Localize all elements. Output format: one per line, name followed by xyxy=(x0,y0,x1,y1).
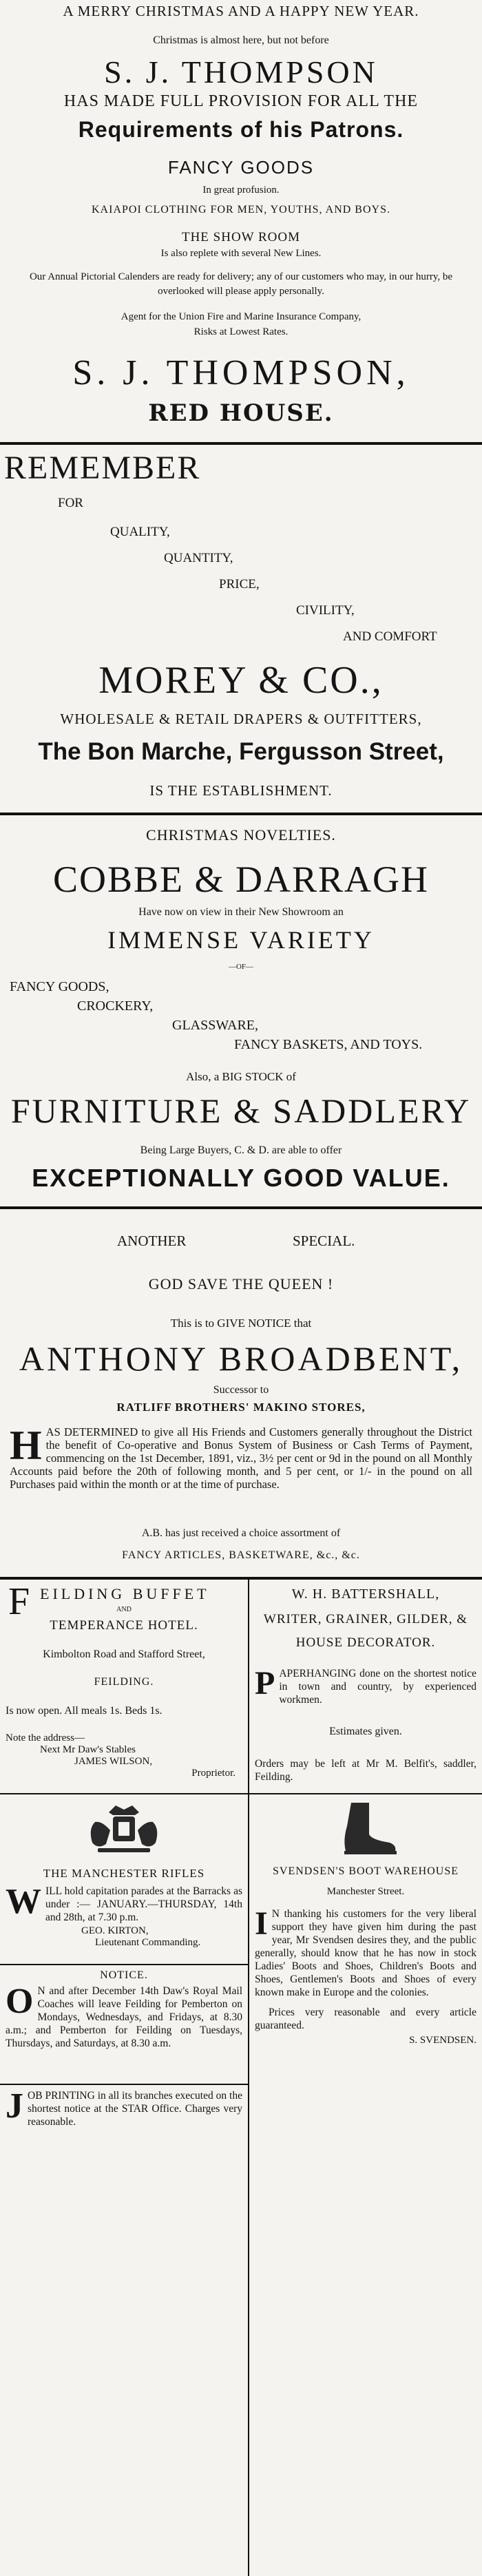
morey-civility: CIVILITY, xyxy=(296,603,355,618)
divider-rule xyxy=(0,1964,248,1965)
thompson-show-room: THE SHOW ROOM xyxy=(181,230,301,244)
morey-quality: QUALITY, xyxy=(110,525,170,539)
divider-rule xyxy=(0,1206,482,1209)
broadbent-ratliff: RATLIFF BROTHERS' MAKINO STORES, xyxy=(116,1401,366,1414)
thompson-agent-line2: Risks at Lowest Rates. xyxy=(193,326,289,337)
buffet-stables: Next Mr Daw's Stables xyxy=(40,1744,136,1755)
cobbe-buyers: Being Large Buyers, C. & D. are able to offer xyxy=(140,1144,342,1156)
thompson-name: S. J. THOMPSON xyxy=(104,54,378,90)
morey-name: MOREY & CO., xyxy=(98,659,384,702)
svendsen-street: Manchester Street. xyxy=(326,1886,405,1897)
thompson-requirements: Requirements of his Patrons. xyxy=(78,117,404,142)
divider-rule xyxy=(0,1793,248,1794)
job-printing-advertisement xyxy=(6,2086,242,2128)
morey-for: FOR xyxy=(58,496,83,510)
cobbe-glassware: GLASSWARE, xyxy=(172,1018,259,1033)
broadbent-another: ANOTHER xyxy=(117,1233,187,1249)
cobbe-name: COBBE & DARRAGH xyxy=(52,859,430,900)
thompson-footer-house: RED HOUSE. xyxy=(148,399,334,427)
battershall-orders: Orders may be left at Mr M. Belfit's, saddler, Feilding. xyxy=(255,1758,476,1783)
cobbe-of: —OF— xyxy=(228,963,254,971)
svendsen-prices: Prices very reasonable and every article guaranteed. xyxy=(255,2007,476,2031)
divider-rule xyxy=(0,813,482,815)
buffet-proprietor: Proprietor. xyxy=(191,1768,235,1779)
broadbent-body: AS DETERMINED to give all His Friends and Customers generally throughout the District the benefit of Co-operative and Bonus System of Business or Cash Terms of Payment, commencing on the 1st December, 1891, viz., 3½ per cent or 9d in the pound on all Monthly Accounts paid before the 20th of following month, and 5 per cent, or 1/- in the pound on all Purchases paid within the month or at the time of purchase. xyxy=(10,1425,472,1491)
rifles-body-block xyxy=(6,1882,242,1924)
morey-quantity: QUANTITY, xyxy=(164,551,233,565)
svendsen-signature: S. SVENDSEN. xyxy=(409,2035,476,2046)
column-divider xyxy=(248,1580,249,2576)
rifles-title: THE MANCHESTER RIFLES xyxy=(43,1867,205,1880)
rifles-dropcap: W xyxy=(6,1882,41,1921)
thompson-kaiapoi: KAIAPOI CLOTHING FOR MEN, YOUTHS, AND BOYS. xyxy=(92,204,390,216)
buffet-and: AND xyxy=(116,1606,132,1613)
battershall-dropcap: P xyxy=(255,1665,275,1701)
coach-body-block xyxy=(6,1982,242,2050)
royal-coat-of-arms-icon xyxy=(6,1799,242,1862)
svendsen-body: N thanking his customers for the very liberal support they have given him during the past year, Mr Svendsen desires they, and the public generally, should know that he has now in stock Ladies' Boots and Shoes, Children's Boots and Shoes, Gentlemen's Boots and Shoes of every known make in Europe and the colonies. xyxy=(255,1908,476,1998)
buffet-dropcap: F xyxy=(8,1580,30,1623)
feilding-buffet-advertisement xyxy=(6,1580,242,1779)
divider-rule xyxy=(0,1577,482,1580)
coach-body: N and after December 14th Daw's Royal Mail Coaches will leave Feilding for Pemberton on Mondays, Wednesdays, and Fridays, at 8.30 a.m.; and Pemberton for Feilding on Tuesdays, Thursdays, and Saturdays, at 8.30 a.m. xyxy=(6,1985,242,2049)
cobbe-variety: IMMENSE VARIETY xyxy=(107,926,375,954)
cobbe-fancy: FANCY GOODS, xyxy=(10,979,109,994)
svendsen-advertisement xyxy=(255,1799,476,2046)
morey-bon-marche: The Bon Marche, Fergusson Street, xyxy=(38,738,444,765)
buffet-owner: JAMES WILSON, xyxy=(74,1756,153,1767)
broadbent-name: ANTHONY BROADBENT, xyxy=(19,1339,463,1378)
divider-rule xyxy=(249,1793,482,1794)
broadbent-special: SPECIAL. xyxy=(293,1233,355,1249)
cobbe-crockery: CROCKERY, xyxy=(77,998,154,1014)
printing-body: OB PRINTING in all its branches executed on the shortest notice at the STAR Office. Charges very reasonable. xyxy=(28,2090,242,2128)
morey-establishment: IS THE ESTABLISHMENT. xyxy=(149,782,333,799)
thompson-fancy-goods: FANCY GOODS xyxy=(167,157,315,178)
buffet-address: Kimbolton Road and Stafford Street, xyxy=(43,1648,205,1660)
cobbe-novelties: CHRISTMAS NOVELTIES. xyxy=(146,826,336,844)
cobbe-value: EXCEPTIONALLY GOOD VALUE. xyxy=(32,1164,450,1192)
thompson-profusion: In great profusion. xyxy=(202,185,280,196)
broadbent-dropcap: H xyxy=(10,1423,42,1468)
morey-trade: WHOLESALE & RETAIL DRAPERS & OUTFITTERS, xyxy=(60,711,422,727)
broadbent-articles: FANCY ARTICLES, BASKETWARE, &c., &c. xyxy=(122,1549,360,1561)
cobbe-showroom: Have now on view in their New Showroom an xyxy=(138,906,344,918)
thompson-agent-line1: Agent for the Union Fire and Marine Insurance Company, xyxy=(120,311,362,322)
morey-price: PRICE, xyxy=(219,577,260,591)
battershall-name: W. H. BATTERSHALL, xyxy=(291,1587,440,1602)
coach-title: NOTICE. xyxy=(100,1969,148,1981)
battershall-body: APERHANGING done on the shortest notice in town and country, by experienced workmen. xyxy=(279,1668,476,1706)
thompson-provision: HAS MADE FULL PROVISION FOR ALL THE xyxy=(63,92,419,110)
thompson-headline: A MERRY CHRISTMAS AND A HAPPY NEW YEAR. xyxy=(63,3,419,19)
battershall-body-block xyxy=(255,1667,476,1706)
coach-dropcap: O xyxy=(6,1982,34,2021)
svendsen-body-block xyxy=(255,1907,476,1999)
broadbent-queen: GOD SAVE THE QUEEN ! xyxy=(148,1275,334,1292)
printing-dropcap: J xyxy=(6,2086,23,2126)
broadbent-received: A.B. has just received a choice assortment of xyxy=(141,1527,341,1539)
manchester-rifles-advertisement xyxy=(6,1799,242,1949)
battershall-estimates: Estimates given. xyxy=(329,1726,402,1737)
divider-rule xyxy=(0,2084,248,2085)
cobbe-furniture: FURNITURE & SADDLERY xyxy=(10,1091,472,1130)
buffet-title: EILDING BUFFET xyxy=(40,1585,210,1602)
battershall-advertisement xyxy=(255,1587,476,1783)
cobbe-also: Also, a BIG STOCK of xyxy=(186,1070,296,1083)
buffet-hotel: TEMPERANCE HOTEL. xyxy=(50,1618,198,1633)
cobbe-baskets: FANCY BASKETS, AND TOYS. xyxy=(234,1037,423,1052)
battershall-trade: WRITER, GRAINER, GILDER, & xyxy=(263,1612,468,1626)
svendsen-title: SVENDSEN'S BOOT WAREHOUSE xyxy=(273,1865,459,1877)
thompson-calendars: Our Annual Pictorial Calenders are ready for delivery; any of our customers who may, in our hurry, be overlooked will please apply personally. xyxy=(29,271,453,297)
buffet-open: Is now open. All meals 1s. Beds 1s. xyxy=(6,1705,163,1717)
broadbent-body-block xyxy=(10,1425,472,1491)
morey-comfort: AND COMFORT xyxy=(343,629,437,644)
thompson-footer-name: S. J. THOMPSON, xyxy=(72,353,410,392)
divider-rule xyxy=(0,442,482,445)
broadbent-notice: This is to GIVE NOTICE that xyxy=(170,1317,312,1330)
morey-remember: REMEMBER xyxy=(4,450,201,486)
battershall-decorator: HOUSE DECORATOR. xyxy=(295,1635,436,1650)
rifles-body: ILL hold capitation parades at the Barracks as under :— JANUARY.—THURSDAY, 14th and 28th, at 7.30 p.m. xyxy=(45,1885,242,1923)
buffet-note: Note the address— xyxy=(6,1732,85,1743)
buffet-town: FEILDING. xyxy=(94,1676,154,1688)
broadbent-successor: Successor to xyxy=(213,1384,269,1396)
rifles-officer: GEO. KIRTON, xyxy=(81,1925,149,1936)
thompson-show-room-sub: Is also replete with several New Lines. xyxy=(160,248,322,259)
printing-body-block xyxy=(6,2086,242,2128)
boot-icon xyxy=(255,1799,476,1856)
coach-notice-advertisement xyxy=(6,1969,242,2050)
thompson-intro: Christmas is almost here, but not before xyxy=(153,34,329,46)
svendsen-dropcap: I xyxy=(255,1905,268,1942)
rifles-rank: Lieutenant Commanding. xyxy=(95,1937,201,1948)
